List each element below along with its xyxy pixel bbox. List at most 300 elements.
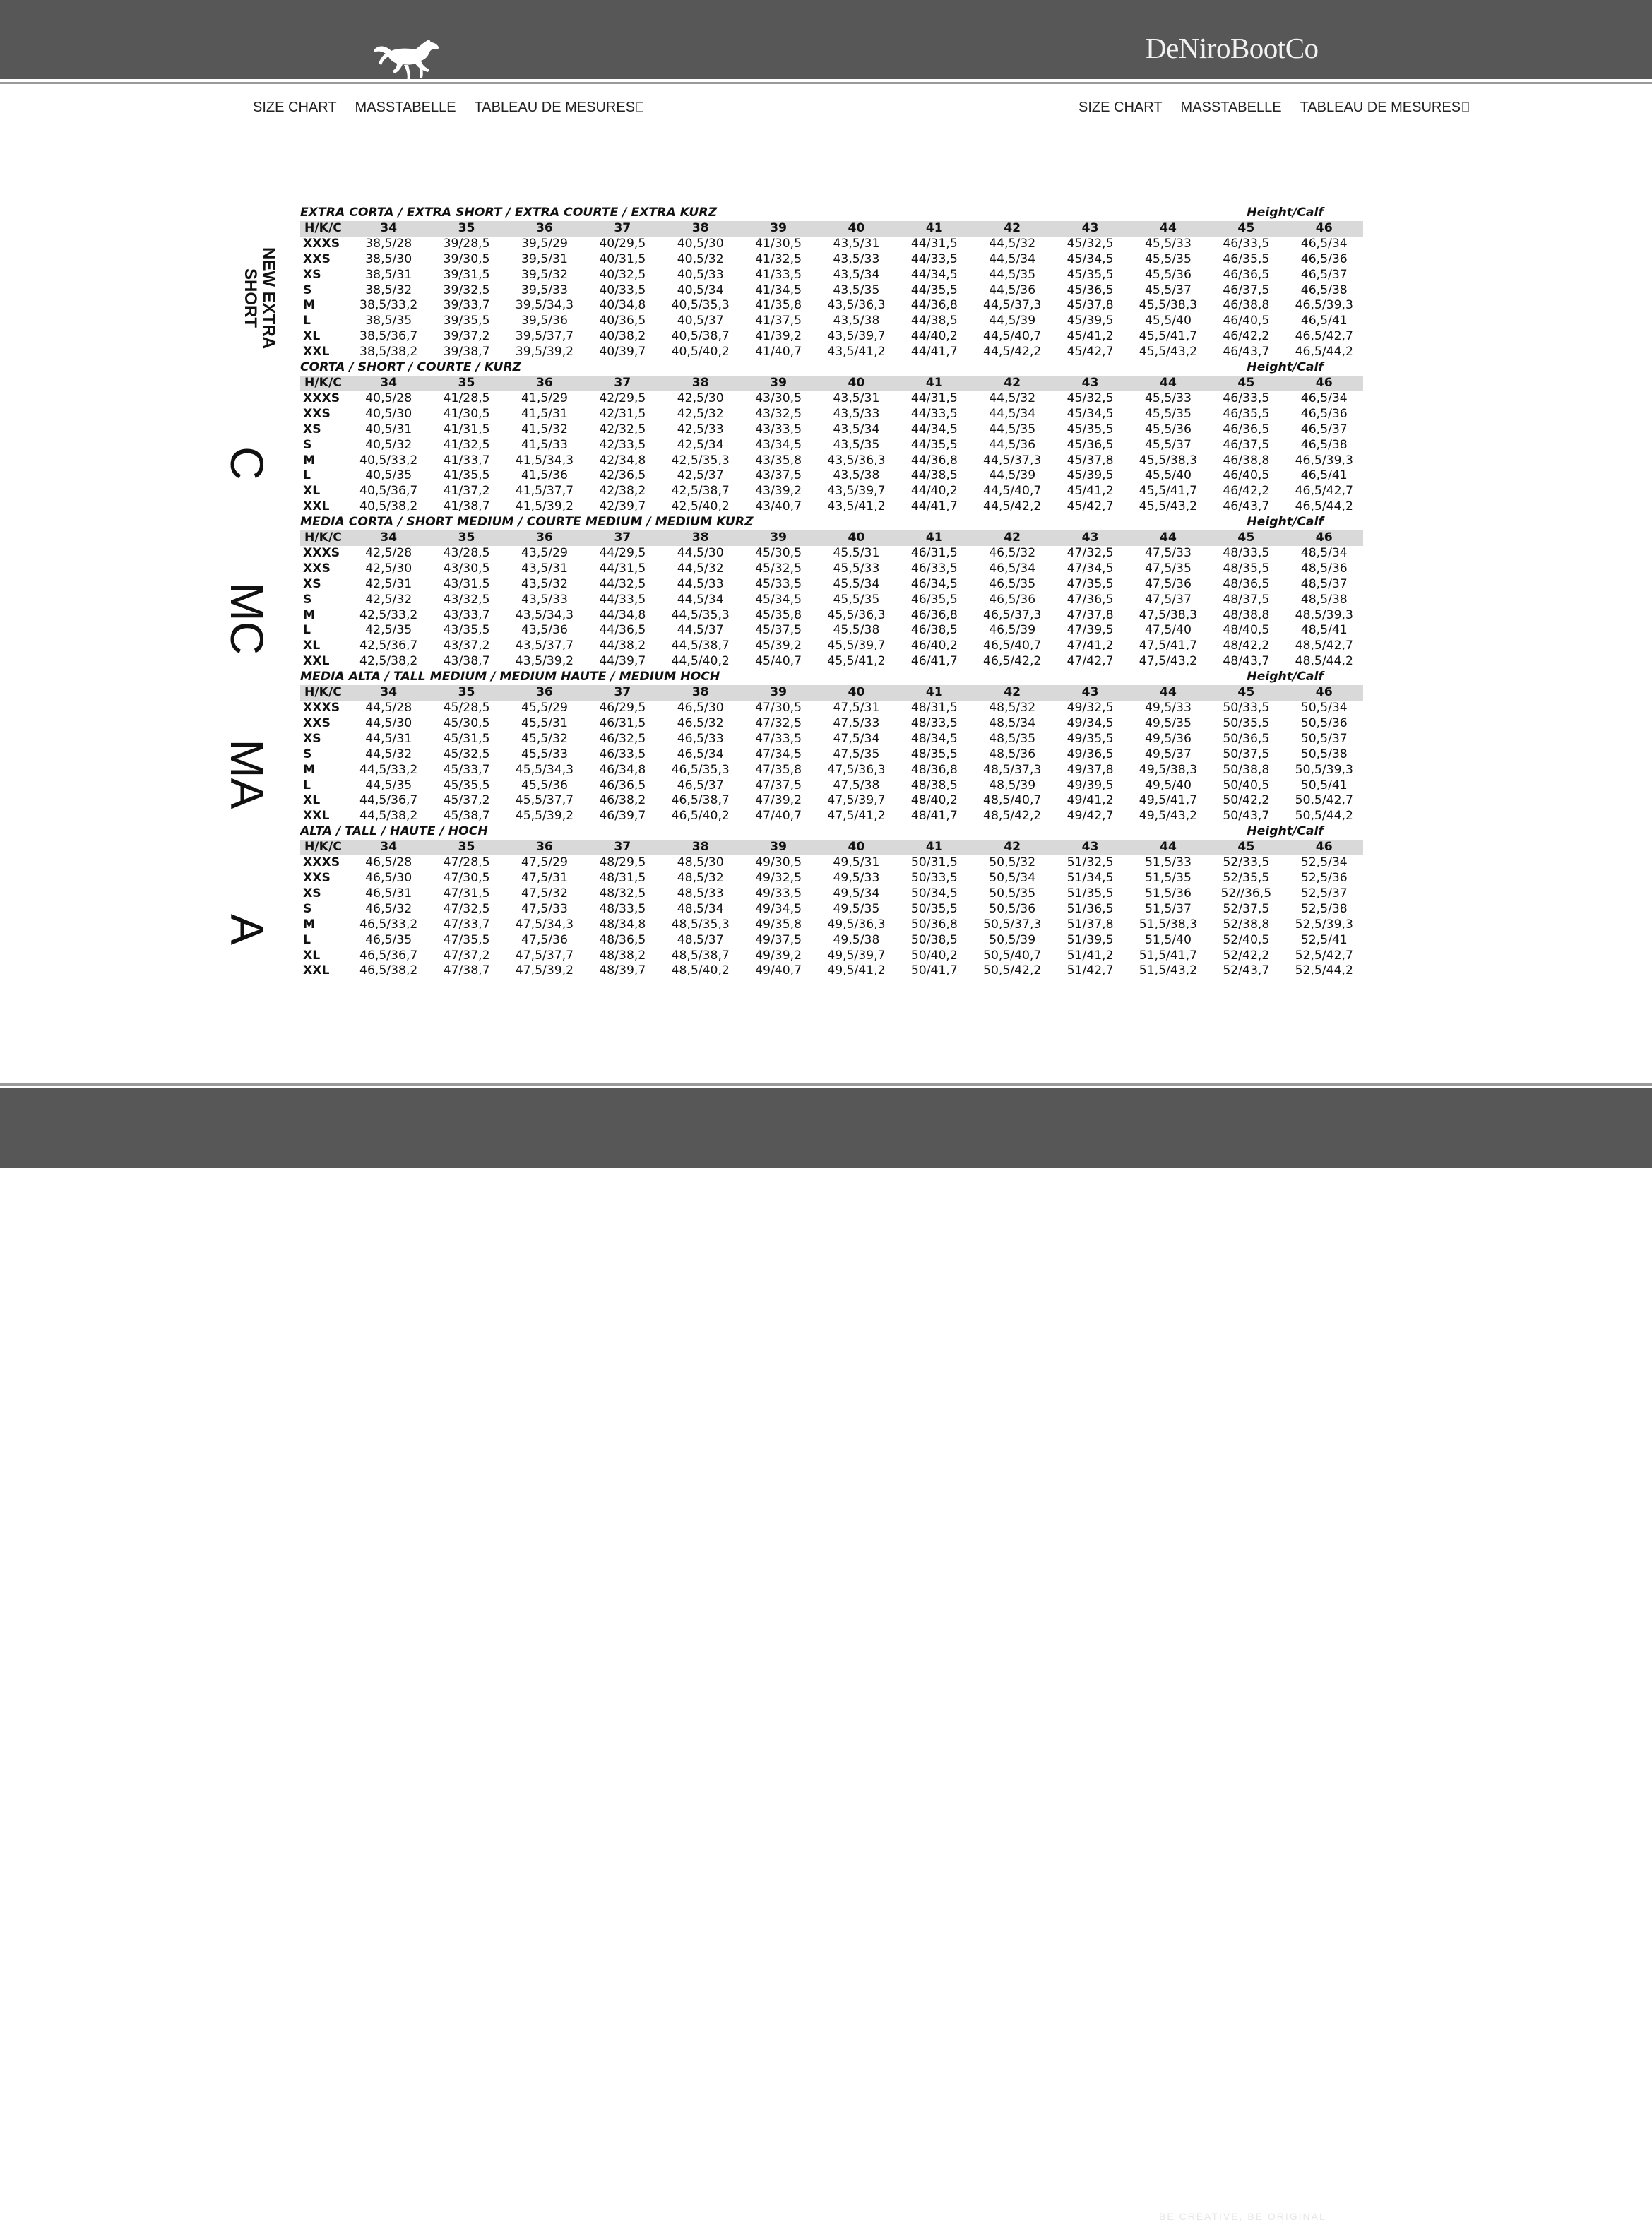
table-cell: 52/43,7 [1223,963,1270,978]
table-cell: 47/35,5 [1066,576,1114,591]
table-cell: 48,5/32 [989,701,1036,715]
table-cell: 40,5/30 [365,406,412,421]
group-title: CORTA / SHORT / COURTE / KURZ [300,360,522,375]
table-cell: 47/32,5 [755,715,802,730]
table-cell: 42,5/40,2 [671,499,730,514]
table-row [300,747,1363,763]
table-cell: 46/38,5 [910,623,958,638]
table-cell: 45/31,5 [443,731,490,746]
table-cell: 48/42,2 [1223,638,1270,653]
table-cell: 49/37,5 [755,932,802,947]
table-cell: 44,5/35 [989,267,1036,282]
table-row [300,608,1363,624]
group-title-row [300,670,1363,685]
table-cell: 42/33,5 [599,437,646,452]
table-cell: 42,5/37 [677,468,724,483]
row-size-label: XXS [303,561,331,576]
table-cell: 46,5/31 [365,886,412,901]
table-row [300,252,1363,268]
size-chart-table [300,206,1363,979]
table-cell: 43,5/35 [833,283,880,297]
row-size-label: M [303,298,316,313]
table-cell: 46,5/41 [1300,314,1348,328]
table-cell: 52,5/36 [1300,870,1348,885]
table-cell: 41/37,5 [755,314,802,328]
nav-masstabelle: MASSTABELLE [355,100,456,115]
table-cell: 45,5/35 [833,592,880,607]
table-cell: 43,5/35 [833,437,880,452]
table-cell: 42/38,2 [599,484,646,499]
shoe-size-header: 44 [1129,376,1207,391]
table-cell: 44/34,5 [910,422,958,436]
table-cell: 46/42,2 [1223,484,1270,499]
table-cell: 46,5/37,3 [983,607,1042,622]
table-cell: 39,5/32 [521,267,568,282]
shoe-size-header: 44 [1129,685,1207,701]
table-cell: 49,5/33 [1144,701,1192,715]
table-cell: 43,5/41,2 [827,499,886,514]
table-cell: 41,5/32 [521,422,568,436]
table-cell: 46,5/33,2 [359,917,418,932]
size-header-row [300,530,1363,546]
table-cell: 48,5/40,2 [671,963,730,978]
table-cell: 46,5/37 [1300,267,1348,282]
table-cell: 44,5/30 [365,715,412,730]
table-cell: 47,5/36,3 [827,762,886,777]
table-cell: 47,5/31 [833,701,880,715]
table-cell: 44/40,2 [910,329,958,344]
table-cell: 47/37,5 [755,778,802,792]
table-cell: 47/34,5 [1066,561,1114,576]
shoe-size-header: 42 [973,685,1051,701]
shoe-size-header: 35 [427,530,505,546]
row-size-label: XXXS [303,236,340,251]
table-cell: 50/42,2 [1223,793,1270,808]
table-row [300,933,1363,949]
height-calf-label: Height/Calf [1247,206,1324,220]
table-cell: 46,5/42,7 [1295,329,1353,344]
table-cell: 45,5/38,3 [1139,453,1198,468]
shoe-size-header: 40 [817,685,895,701]
table-cell: 46,5/33 [677,731,724,746]
shoe-size-header: 39 [739,221,817,237]
table-cell: 47/33,5 [755,731,802,746]
table-cell: 43,5/31 [521,561,568,576]
table-cell: 46,5/34 [677,747,724,761]
table-cell: 45/37,5 [755,623,802,638]
table-cell: 49,5/34 [833,886,880,901]
size-header-row [300,376,1363,391]
table-cell: 39/37,2 [443,329,490,344]
table-cell: 46,5/38,2 [359,963,418,978]
row-size-label: XXS [303,251,331,266]
table-cell: 50,5/37,3 [983,917,1042,932]
table-cell: 49/39,2 [755,948,802,963]
table-cell: 43/28,5 [443,545,490,560]
row-size-label: S [303,901,312,916]
row-size-label: XL [303,329,321,344]
table-cell: 48,5/40,7 [983,793,1042,808]
table-cell: 48,5/34 [677,901,724,916]
table-cell: 44,5/42,2 [983,499,1042,514]
shoe-size-header: 43 [1051,840,1129,855]
table-cell: 42,5/33,2 [359,607,418,622]
group-label-mc: MC [221,582,273,655]
table-cell: 45/37,8 [1066,453,1114,468]
table-cell: 49,5/38 [833,932,880,947]
group-corta [300,360,1363,515]
table-cell: 48/35,5 [910,747,958,761]
table-cell: 48/37,5 [1223,592,1270,607]
table-cell: 46/38,8 [1223,298,1270,313]
table-cell: 43/33,7 [443,607,490,622]
table-cell: 40/33,5 [599,283,646,297]
table-cell: 52,5/38 [1300,901,1348,916]
table-row [300,453,1363,469]
row-size-label: L [303,932,311,947]
table-cell: 45/34,5 [1066,251,1114,266]
table-cell: 46/37,5 [1223,437,1270,452]
table-cell: 50,5/34 [1300,701,1348,715]
table-cell: 48/33,5 [599,901,646,916]
table-cell: 45/36,5 [1066,283,1114,297]
footer-divider [0,1083,1652,1086]
size-header-row [300,685,1363,701]
table-cell: 41/31,5 [443,422,490,436]
table-cell: 46/40,5 [1223,314,1270,328]
footer-slogan: BE CREATIVE, BE ORIGINAL [1159,2211,1326,2222]
table-cell: 50,5/44,2 [1295,809,1353,824]
table-cell: 43/31,5 [443,576,490,591]
header-bar [0,0,1652,79]
table-cell: 48,5/30 [677,855,724,870]
table-cell: 47,5/35 [833,747,880,761]
table-cell: 42,5/28 [365,545,412,560]
table-cell: 44,5/31 [365,731,412,746]
table-cell: 39,5/29 [521,236,568,251]
table-cell: 44/34,5 [910,267,958,282]
table-cell: 45,5/35 [1144,406,1192,421]
table-cell: 44,5/35,3 [671,607,730,622]
table-cell: 45,5/36 [1144,422,1192,436]
shoe-size-header: 45 [1207,221,1285,237]
table-cell: 46,5/41 [1300,468,1348,483]
table-cell: 45/28,5 [443,701,490,715]
table-cell: 44,5/38,7 [671,638,730,653]
shoe-size-header: 44 [1129,530,1207,546]
nav-tableau: TABLEAU DE MESURES [474,100,636,115]
shoe-size-header: 40 [817,221,895,237]
table-cell: 41/28,5 [443,391,490,405]
row-size-label: XL [303,948,321,963]
row-size-label: XXXS [303,701,340,715]
table-row [300,778,1363,794]
table-cell: 44/32,5 [599,576,646,591]
table-cell: 43,5/32 [521,576,568,591]
table-cell: 49,5/33 [833,870,880,885]
row-size-label: XS [303,731,321,746]
table-cell: 48,5/37 [677,932,724,947]
table-cell: 52/33,5 [1223,855,1270,870]
shoe-size-header: 42 [973,376,1051,391]
table-cell: 46,5/30 [677,701,724,715]
row-size-label: S [303,283,312,297]
table-cell: 47,5/31 [521,870,568,885]
shoe-size-header: 38 [662,221,739,237]
row-size-label: XXS [303,870,331,885]
table-cell: 44,5/34 [989,251,1036,266]
table-row [300,484,1363,499]
table-cell: 45/42,7 [1066,499,1114,514]
shoe-size-header: 46 [1285,530,1363,546]
table-cell: 46,5/37 [677,778,724,792]
table-cell: 50/40,2 [910,948,958,963]
row-size-label: XXXS [303,545,340,560]
table-cell: 44,5/32 [365,747,412,761]
table-cell: 45,5/33 [833,561,880,576]
table-cell: 40/39,7 [599,345,646,360]
header-divider [0,82,1652,84]
table-cell: 47,5/37 [1144,592,1192,607]
table-cell: 46,5/35 [989,576,1036,591]
table-cell: 45,5/37 [1144,283,1192,297]
table-cell: 45,5/41,2 [827,654,886,669]
table-cell: 45/37,2 [443,793,490,808]
shoe-size-header: 35 [427,221,505,237]
row-size-label: L [303,314,311,328]
height-calf-label: Height/Calf [1247,360,1324,375]
shoe-size-header: 41 [896,840,973,855]
table-cell: 45,5/34,3 [515,762,574,777]
table-cell: 40/32,5 [599,267,646,282]
shoe-size-header: 40 [817,530,895,546]
nav-tableau: TABLEAU DE MESURES [1300,100,1461,115]
shoe-size-header: 40 [817,376,895,391]
table-cell: 49/32,5 [755,870,802,885]
table-cell: 44,5/34 [989,406,1036,421]
table-cell: 48/41,7 [910,809,958,824]
table-cell: 46/38,2 [599,793,646,808]
shoe-size-header: 46 [1285,840,1363,855]
table-cell: 51,5/43,2 [1139,963,1198,978]
table-row [300,949,1363,964]
table-cell: 44,5/34 [677,592,724,607]
table-cell: 39/28,5 [443,236,490,251]
table-cell: 44/35,5 [910,437,958,452]
table-cell: 48/36,5 [599,932,646,947]
table-row [300,654,1363,670]
shoe-size-header: 41 [896,530,973,546]
table-cell: 50,5/39,3 [1295,762,1353,777]
table-cell: 47,5/32 [521,886,568,901]
table-cell: 47/41,2 [1066,638,1114,653]
table-cell: 44/33,5 [599,592,646,607]
group-title-row [300,360,1363,376]
table-cell: 46,5/38 [1300,437,1348,452]
table-cell: 52//36,5 [1220,886,1272,901]
table-cell: 49/33,5 [755,886,802,901]
table-cell: 47/42,7 [1066,654,1114,669]
row-size-label: L [303,468,311,483]
table-cell: 50,5/39 [989,932,1036,947]
table-cell: 43/37,5 [755,468,802,483]
table-cell: 48/31,5 [599,870,646,885]
table-cell: 48/35,5 [1223,561,1270,576]
table-cell: 52,5/44,2 [1295,963,1353,978]
table-row [300,345,1363,360]
table-cell: 44,5/35 [989,422,1036,436]
row-size-label: XS [303,422,321,436]
row-size-label: XS [303,267,321,282]
table-cell: 45/35,8 [755,607,802,622]
table-cell: 44,5/36 [989,283,1036,297]
row-size-label: XS [303,576,321,591]
table-cell: 50/31,5 [910,855,958,870]
table-cell: 43,5/31 [833,236,880,251]
table-cell: 41/38,7 [443,499,490,514]
table-cell: 45/39,5 [1066,314,1114,328]
table-cell: 46,5/39 [989,623,1036,638]
table-cell: 40,5/31 [365,422,412,436]
table-cell: 42,5/32 [365,592,412,607]
table-cell: 44/33,5 [910,251,958,266]
size-header-row [300,221,1363,237]
table-cell: 51/37,8 [1066,917,1114,932]
table-cell: 46,5/30 [365,870,412,885]
shoe-size-header: 42 [973,221,1051,237]
table-cell: 45/37,8 [1066,298,1114,313]
table-cell: 40,5/35 [365,468,412,483]
table-cell: 48/29,5 [599,855,646,870]
table-cell: 41,5/39,2 [515,499,574,514]
table-cell: 45,5/40 [1144,314,1192,328]
table-cell: 45/41,2 [1066,329,1114,344]
box-glyph-icon [636,102,643,112]
table-cell: 42/31,5 [599,406,646,421]
row-size-label: XXL [303,963,330,978]
table-cell: 44/36,8 [910,453,958,468]
table-cell: 48,5/36 [989,747,1036,761]
table-cell: 47,5/34 [833,731,880,746]
table-row [300,871,1363,886]
table-cell: 45/32,5 [755,561,802,576]
nav-size-chart: SIZE CHART [1078,100,1163,115]
table-row [300,963,1363,979]
table-cell: 44,5/38,2 [359,809,418,824]
table-cell: 42,5/35 [365,623,412,638]
table-cell: 48/38,2 [599,948,646,963]
table-cell: 50/34,5 [910,886,958,901]
table-cell: 46,5/38 [1300,283,1348,297]
table-cell: 42,5/32 [677,406,724,421]
table-cell: 44/36,5 [599,623,646,638]
row-size-label: XXL [303,654,330,669]
table-cell: 46,5/40,7 [983,638,1042,653]
table-row [300,468,1363,484]
table-cell: 45,5/29 [521,701,568,715]
table-cell: 45,5/43,2 [1139,499,1198,514]
height-calf-label: Height/Calf [1247,824,1324,839]
table-cell: 48/36,8 [910,762,958,777]
table-cell: 47/28,5 [443,855,490,870]
table-cell: 52,5/39,3 [1295,917,1353,932]
table-row [300,577,1363,593]
table-cell: 46/31,5 [910,545,958,560]
table-cell: 43/32,5 [443,592,490,607]
row-size-label: L [303,623,311,638]
table-cell: 49,5/35 [1144,715,1192,730]
header-label: H/K/C [300,376,350,391]
shoe-size-header: 34 [350,376,427,391]
table-cell: 43/33,5 [755,422,802,436]
table-cell: 42,5/30 [677,391,724,405]
table-cell: 39/38,7 [443,345,490,360]
table-cell: 40/38,2 [599,329,646,344]
table-cell: 45,5/36 [521,778,568,792]
table-cell: 42/29,5 [599,391,646,405]
shoe-size-header: 42 [973,840,1051,855]
table-cell: 49/32,5 [1066,701,1114,715]
table-cell: 44,5/28 [365,701,412,715]
table-cell: 43,5/36,3 [827,453,886,468]
table-cell: 45/35,5 [1066,422,1114,436]
group-media-alta [300,670,1363,824]
shoe-size-header: 37 [583,530,661,546]
table-cell: 41/30,5 [443,406,490,421]
table-cell: 52,5/34 [1300,855,1348,870]
table-cell: 49,5/39,7 [827,948,886,963]
table-cell: 46,5/35 [365,932,412,947]
table-cell: 43/39,2 [755,484,802,499]
table-cell: 48,5/36 [1300,561,1348,576]
table-cell: 50/40,5 [1223,778,1270,792]
table-cell: 45,5/37,7 [515,793,574,808]
shoe-size-header: 34 [350,530,427,546]
table-cell: 45/33,5 [755,576,802,591]
shoe-size-header: 41 [896,221,973,237]
table-cell: 45/33,7 [443,762,490,777]
shoe-size-header: 41 [896,376,973,391]
table-row [300,422,1363,438]
table-cell: 46,5/28 [365,855,412,870]
table-cell: 44/31,5 [910,391,958,405]
table-cell: 45,5/41,7 [1139,484,1198,499]
table-cell: 44/31,5 [599,561,646,576]
table-cell: 44,5/30 [677,545,724,560]
table-cell: 39,5/34,3 [515,298,574,313]
table-cell: 42,5/31 [365,576,412,591]
table-cell: 48/40,2 [910,793,958,808]
height-calf-label: Height/Calf [1247,670,1324,684]
table-cell: 46/40,2 [910,638,958,653]
table-cell: 49/30,5 [755,855,802,870]
table-cell: 45,5/41,7 [1139,329,1198,344]
table-cell: 41/35,8 [755,298,802,313]
table-cell: 46/41,7 [910,654,958,669]
table-cell: 47/32,5 [443,901,490,916]
table-cell: 48/33,5 [1223,545,1270,560]
table-cell: 50,5/36 [989,901,1036,916]
table-row [300,283,1363,299]
table-row [300,623,1363,638]
row-size-label: XXL [303,809,330,824]
table-cell: 48,5/38 [1300,592,1348,607]
horse-icon [373,40,441,82]
table-cell: 47/32,5 [1066,545,1114,560]
table-cell: 47/38,7 [443,963,490,978]
shoe-size-header: 39 [739,685,817,701]
table-cell: 49/35,5 [1066,731,1114,746]
